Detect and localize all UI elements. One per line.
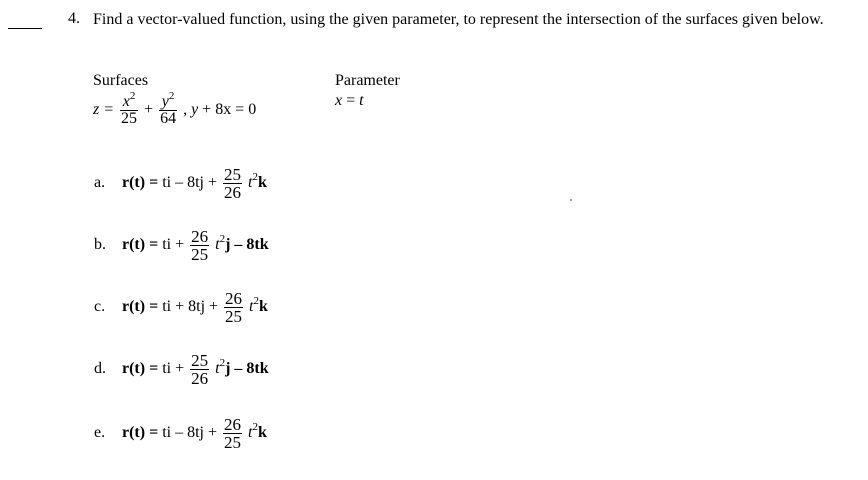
option-fraction [190,352,209,387]
option-plus: + [203,174,222,192]
option-part1: ti + 8tj [162,298,206,316]
fraction-num: 26 [191,227,209,246]
tail-var: t [248,424,253,442]
option-lhs: r(t) = [122,236,163,254]
tail-exp: 2 [253,295,259,308]
option-letter: e. [94,424,106,442]
parameter-val: t [359,92,364,109]
surfaces-header: Surfaces [93,72,149,89]
tail-vec: j – 8tk [225,236,269,254]
frac2-num-exp: 2 [168,90,175,102]
frac1-num-exp: 2 [129,90,136,102]
fraction-num: 26 [224,415,242,434]
tail-vec: k [257,174,267,192]
plus-sign: + [144,101,154,119]
stray-mark [570,199,572,201]
tail-var: t [215,236,220,254]
tail-vec: k [259,298,268,316]
answer-blank-line [8,28,42,29]
frac2-den: 64 [160,110,177,127]
tail-exp: 2 [252,421,258,434]
option-plus: + [171,236,189,254]
tail-var: t [215,360,220,378]
option-b[interactable] [94,228,269,263]
option-letter: a. [94,174,106,192]
option-lhs: r(t) = [122,174,163,192]
option-fraction [224,290,243,325]
tail-var: t [249,298,254,316]
frac1-num-base: x [122,93,130,110]
fraction-den: 26 [191,369,209,388]
option-lhs: r(t) = [122,298,163,316]
option-letter: c. [94,298,106,316]
surfaces-equation [93,90,257,127]
option-a[interactable] [94,166,267,201]
fraction-x2-over-25 [120,90,138,127]
option-lhs: r(t) = [122,424,163,442]
option-letter: d. [94,360,106,378]
tail-var: t [248,174,253,192]
question-number: 4. [68,10,80,27]
tail-vec: j – 8tk [225,360,269,378]
separator: , [183,101,188,119]
tail-vec: k [257,424,267,442]
tail-exp: 2 [252,171,258,184]
question-text: Find a vector-valued function, using the given parameter, to represent the intersection of the surfaces given below. [93,11,824,28]
fraction-num: 26 [225,289,243,308]
option-part1: ti – 8tj [162,424,204,442]
parameter-header: Parameter [335,72,400,89]
fraction-den: 25 [224,433,242,452]
surface-lhs: z = [93,101,115,119]
option-letter: b. [94,236,106,254]
second-eq-rest: + 8x = 0 [198,101,257,119]
fraction-den: 25 [191,245,209,264]
option-lhs: r(t) = [122,360,163,378]
option-d[interactable] [94,352,269,387]
tail-exp: 2 [219,357,226,370]
fraction-num: 25 [224,165,242,184]
option-plus: + [203,424,222,442]
option-fraction [190,228,209,263]
fraction-num: 25 [191,351,209,370]
option-plus: + [171,360,189,378]
fraction-den: 26 [224,183,242,202]
fraction-y2-over-64 [159,90,177,127]
frac2-num-base: y [161,93,169,110]
tail-exp: 2 [219,233,226,246]
option-fraction [223,416,242,451]
option-fraction [223,166,242,201]
option-e[interactable] [94,416,267,451]
second-eq-y: y [191,101,199,119]
option-c[interactable] [94,290,268,325]
frac1-den: 25 [121,110,138,127]
option-plus: + [205,298,223,316]
option-part1: ti [162,236,172,254]
parameter-eq: = [342,92,360,109]
option-part1: ti – 8tj [162,174,204,192]
parameter-equation [335,92,364,110]
fraction-den: 25 [225,307,243,326]
option-part1: ti [162,360,172,378]
parameter-var: x [335,92,343,109]
